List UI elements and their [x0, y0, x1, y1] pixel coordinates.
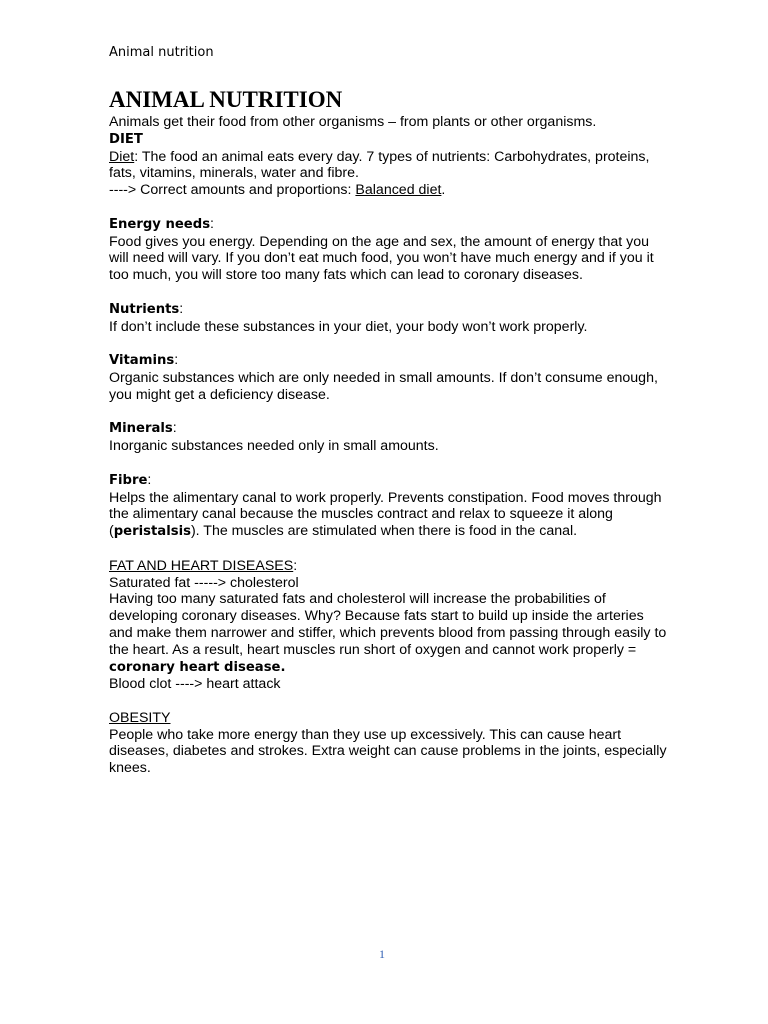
document-title: ANIMAL NUTRITION	[109, 87, 343, 112]
fat-heading	[109, 558, 669, 575]
energy-heading-label: Energy needs	[109, 216, 211, 232]
fibre-colon: :	[147, 471, 152, 488]
diet-text: : The food an animal eats every day. 7 types of nutrients: Carbohydrates, proteins, fats, vitamins, minerals, water and fibre.	[109, 148, 650, 182]
vitamins-heading-label: Vitamins	[109, 353, 175, 369]
fat-colon: :	[293, 557, 298, 574]
nutrients-paragraph: If don’t include these substances in your diet, your body won’t work properly.	[109, 318, 588, 335]
page-number: 1	[379, 947, 385, 961]
minerals-paragraph: Inorganic substances needed only in small amounts.	[109, 438, 439, 455]
minerals-heading	[109, 420, 669, 438]
diet-line2-prefix: ----> Correct amounts and proportions:	[109, 182, 356, 199]
balanced-diet-term: Balanced diet	[355, 182, 442, 199]
diet-paragraph	[109, 149, 669, 183]
energy-heading	[109, 216, 669, 234]
energy-colon: :	[210, 215, 214, 232]
fat-cholesterol-line: Saturated fat -----> cholesterol	[109, 574, 299, 591]
fibre-paragraph	[109, 490, 669, 541]
minerals-colon: :	[172, 420, 177, 437]
diet-heading-label: DIET	[109, 131, 143, 147]
fibre-text-2: ). The muscles are stimulated when there is food in the canal.	[190, 523, 578, 540]
diet-line2-suffix: .	[441, 182, 446, 199]
blood-clot-line: Blood clot ----> heart attack	[109, 676, 281, 693]
document-body	[109, 86, 669, 777]
obesity-heading-label: OBESITY	[109, 709, 171, 726]
coronary-heart-disease-term: coronary heart disease.	[109, 659, 286, 675]
diet-heading	[109, 131, 669, 149]
minerals-heading-label: Minerals	[109, 421, 173, 437]
diet-balanced-line	[109, 182, 669, 199]
fibre-heading-label: Fibre	[109, 472, 148, 488]
obesity-paragraph: People who take more energy than they use up excessively. This can cause heart diseases, diabetes and strokes. Extra weight can cause problems in the joints, especially knees.	[109, 726, 667, 777]
running-header: Animal nutrition	[109, 45, 214, 60]
fibre-heading	[109, 472, 669, 490]
fat-paragraph	[109, 591, 669, 676]
peristalsis-term: peristalsis	[113, 524, 191, 540]
fat-heading-label: FAT AND HEART DISEASES	[109, 557, 294, 574]
energy-paragraph: Food gives you energy. Depending on the age and sex, the amount of energy that you will need will vary. If you don’t eat much food, you won’t have much energy and if you it too much, you will store too many fats which can lead to coronary diseases.	[109, 233, 654, 284]
intro-paragraph: Animals get their food from other organisms – from plants or other organisms.	[109, 114, 597, 130]
nutrients-colon: :	[179, 300, 184, 317]
nutrients-heading	[109, 301, 669, 319]
nutrients-heading-label: Nutrients	[109, 301, 180, 317]
vitamins-heading	[109, 352, 669, 370]
fibre-text-1: Helps the alimentary canal to work properly. Prevents constipation. Food moves through the alimentary canal because the muscles contract and relax to squeeze it along (	[109, 489, 662, 540]
vitamins-paragraph: Organic substances which are only needed in small amounts. If don’t consume enough, you might get a deficiency disease.	[109, 369, 658, 403]
obesity-heading	[109, 710, 669, 727]
diet-term: Diet	[109, 148, 135, 165]
vitamins-colon: :	[174, 352, 179, 369]
fat-text: Having too many saturated fats and cholesterol will increase the probabilities of developing coronary diseases. Why? Because fats start to build up inside the arteries and make them narrower and stiffer, which prevents blood from passing through easily to the heart. As a result, heart muscles run short of oxygen and cannot work properly =	[109, 591, 667, 658]
